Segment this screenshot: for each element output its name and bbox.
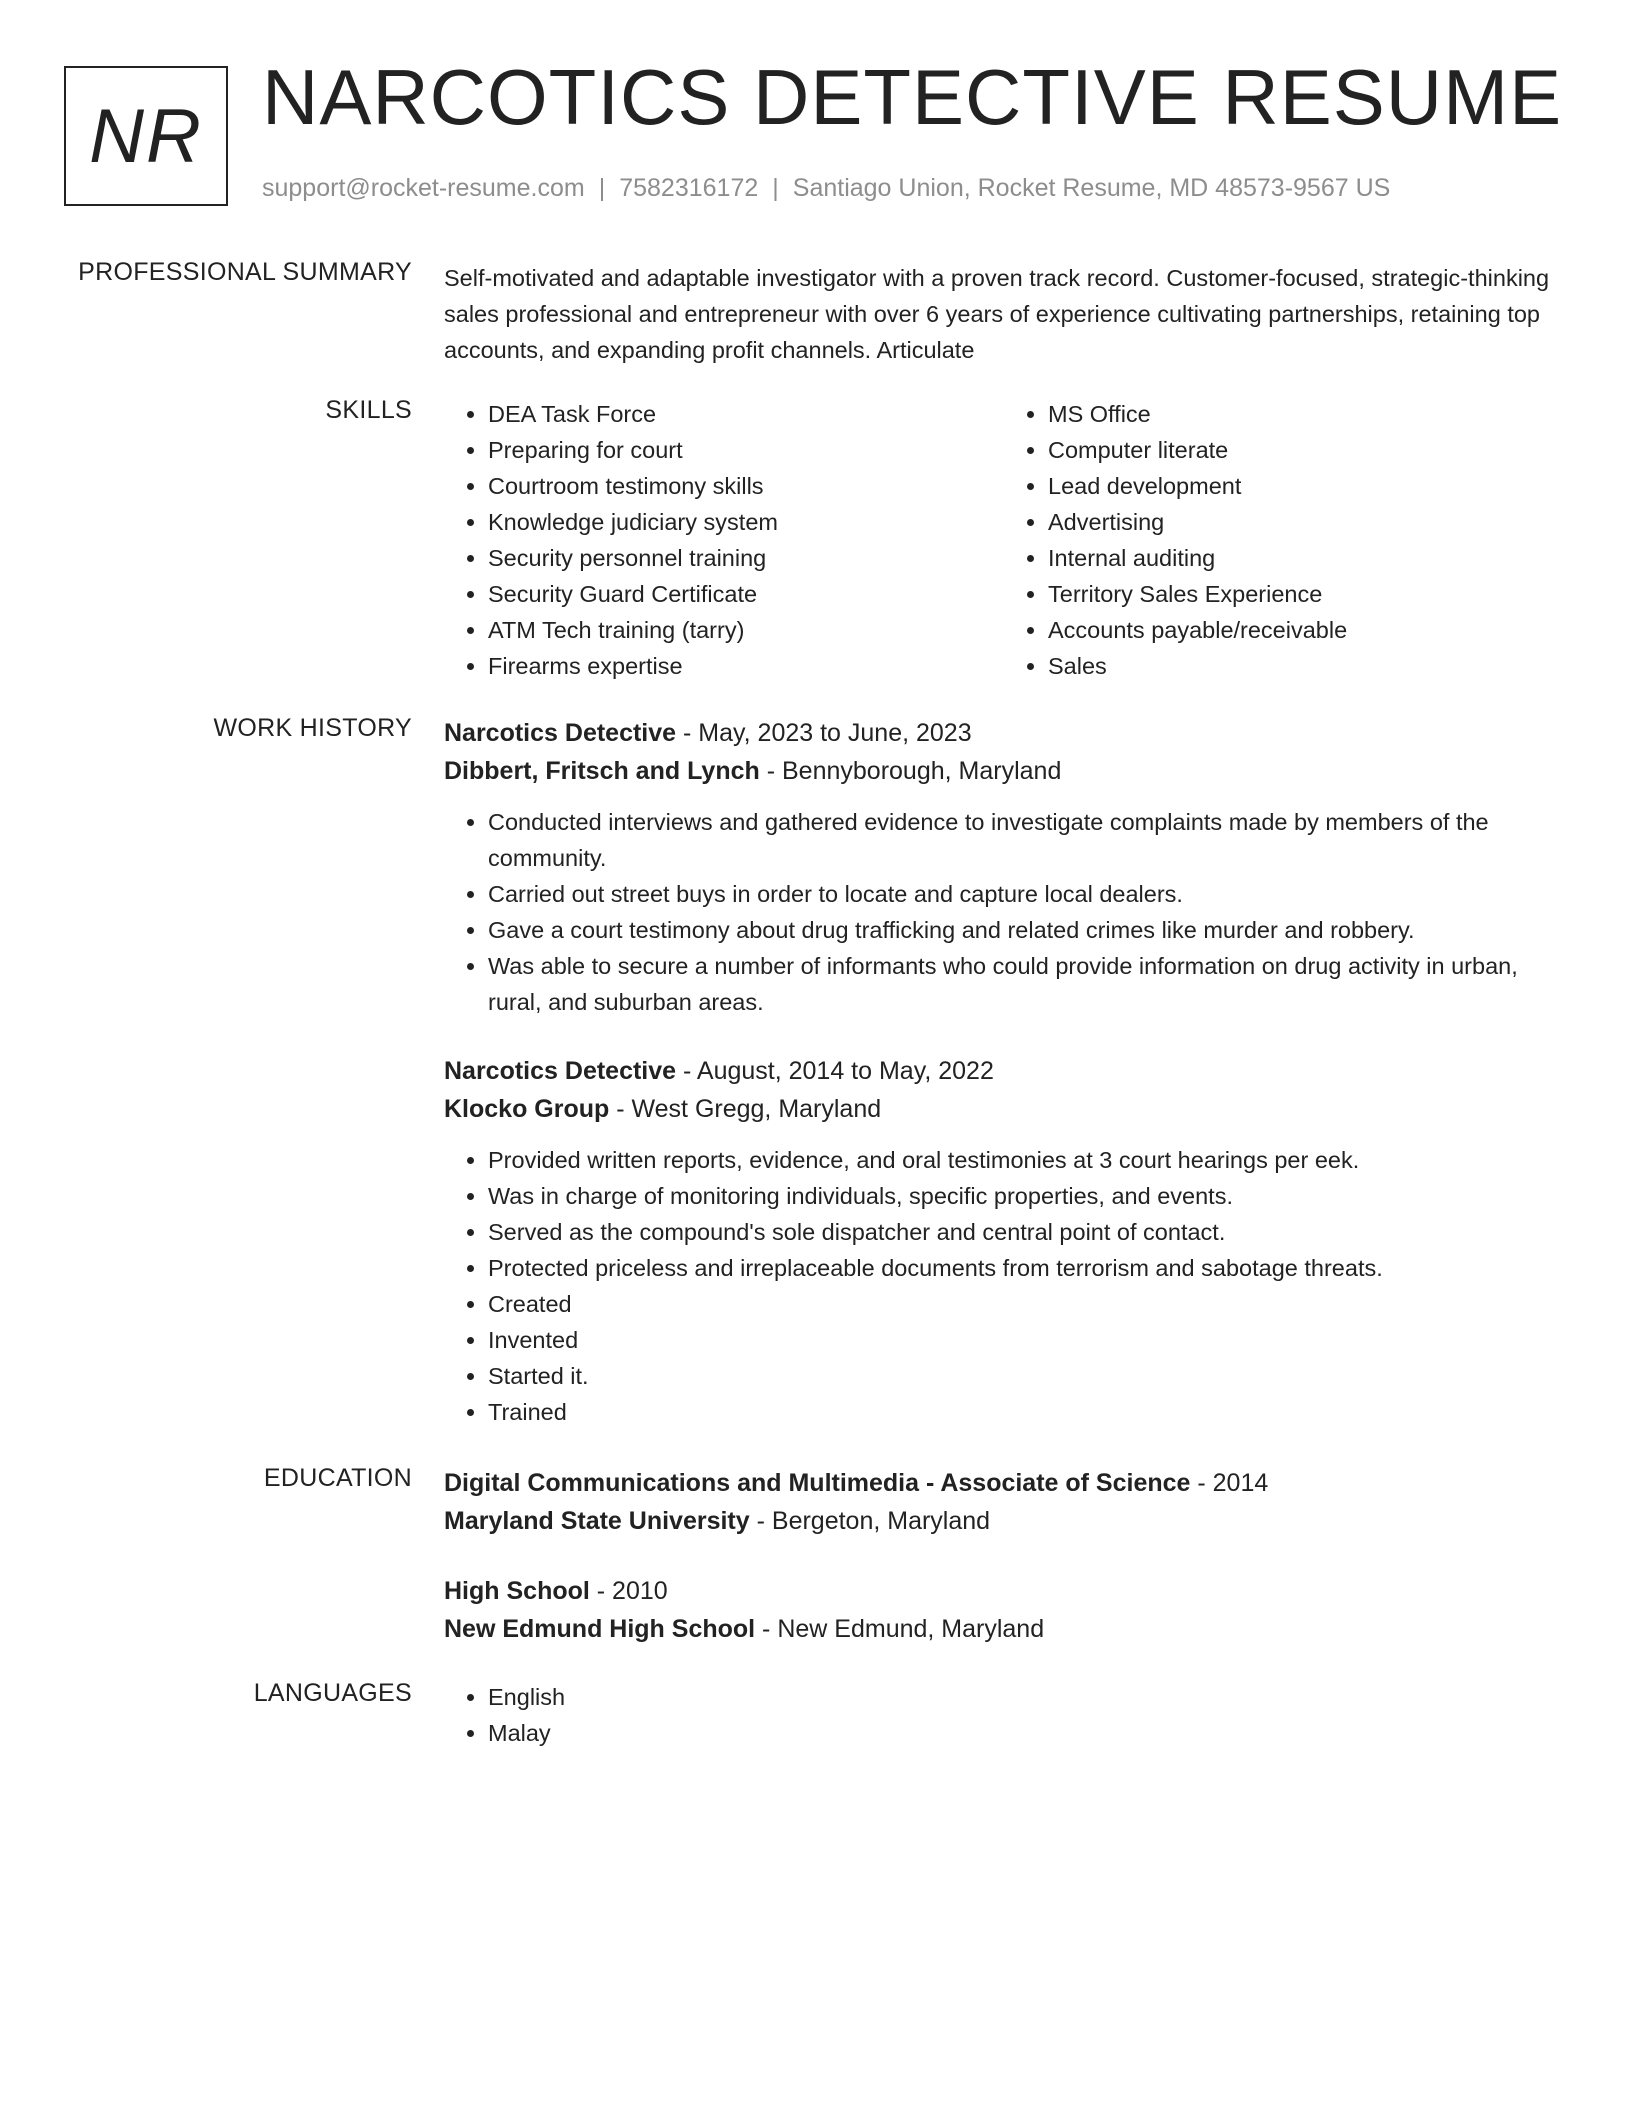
job-bullet: • Trained: [488, 1394, 1564, 1430]
skill-item: • Security personnel training: [488, 540, 1004, 576]
education-school: Maryland State University: [444, 1507, 750, 1535]
job-bullet: • Conducted interviews and gathered evidence to investigate complaints made by members of the community.: [488, 804, 1564, 876]
skill-item: • Internal auditing: [1048, 540, 1564, 576]
skill-item: • Firearms expertise: [488, 648, 1004, 684]
job-title: Narcotics Detective: [444, 719, 677, 747]
job-title: Narcotics Detective: [444, 1057, 677, 1085]
languages-list: [444, 1679, 1564, 1751]
summary-text: Self-motivated and adaptable investigator with a proven track record. Customer-focused, strategic-thinking sales professional and entrepreneur with over 6 years of experience cultivating partnerships, retaining top accounts, and expanding profit channels. Articulate: [444, 265, 1550, 363]
contact-address: Santiago Union, Rocket Resume, MD 48573-9567 US: [792, 174, 1391, 202]
education-entry: [444, 1572, 1564, 1648]
job-title-line: [444, 714, 1564, 752]
skills-columns: [444, 396, 1564, 684]
education-school-line: [444, 1502, 1564, 1540]
education-degree-line: [444, 1464, 1564, 1502]
job-bullet: • Gave a court testimony about drug trafficking and related crimes like murder and robbery.: [488, 912, 1564, 948]
job-bullet: • Was in charge of monitoring individuals, specific properties, and events.: [488, 1178, 1564, 1214]
skills-list-left: [444, 396, 1004, 684]
contact-separator: |: [772, 174, 779, 202]
contact-separator: |: [598, 174, 606, 202]
job-bullet: • Provided written reports, evidence, and oral testimonies at 3 court hearings per eek.: [488, 1142, 1564, 1178]
skill-item: • Security Guard Certificate: [488, 576, 1004, 612]
job-company-line: [444, 752, 1564, 790]
skill-item: • Lead development: [1048, 468, 1564, 504]
contact-line: [262, 174, 1390, 203]
section-label-skills: SKILLS: [325, 396, 412, 424]
section-label-languages: LANGUAGES: [253, 1679, 412, 1707]
skill-item: • DEA Task Force: [488, 396, 1004, 432]
education-content: [444, 1464, 1564, 1648]
job-bullet: • Was able to secure a number of informants who could provide information on drug activity in urban, rural, and suburban areas.: [488, 948, 1564, 1020]
education-year: - 2010: [589, 1577, 668, 1605]
skill-item: • Accounts payable/receivable: [1048, 612, 1564, 648]
education-school: New Edmund High School: [444, 1615, 756, 1643]
section-label-education: EDUCATION: [263, 1464, 412, 1492]
skill-item: • Preparing for court: [488, 432, 1004, 468]
job-bullet: • Invented: [488, 1322, 1564, 1358]
education-location: - New Edmund, Maryland: [755, 1615, 1045, 1643]
skill-item: • Courtroom testimony skills: [488, 468, 1004, 504]
skill-item: • Advertising: [1048, 504, 1564, 540]
education-degree: Digital Communications and Multimedia - Associate of Science: [444, 1469, 1191, 1497]
contact-email[interactable]: support@rocket-resume.com: [262, 174, 585, 202]
job-bullets: [444, 804, 1564, 1020]
skill-item: • Computer literate: [1048, 432, 1564, 468]
job-bullet: • Started it.: [488, 1358, 1564, 1394]
skills-list-right: [1004, 396, 1564, 684]
skill-item: • MS Office: [1048, 396, 1564, 432]
job-bullets: [444, 1142, 1564, 1430]
language-item: • Malay: [488, 1715, 1564, 1751]
languages-content: [444, 1679, 1564, 1751]
education-school-line: [444, 1610, 1564, 1648]
contact-phone[interactable]: 7582316172: [619, 174, 759, 202]
job-company: Klocko Group: [444, 1095, 610, 1123]
job-entry: [444, 714, 1564, 1020]
monogram-box: [64, 66, 228, 206]
monogram-initials: NR: [89, 93, 203, 179]
job-bullet: • Protected priceless and irreplaceable documents from terrorism and sabotage threats.: [488, 1250, 1564, 1286]
job-bullet: • Carried out street buys in order to locate and capture local dealers.: [488, 876, 1564, 912]
job-title-line: [444, 1052, 1564, 1090]
job-company: Dibbert, Fritsch and Lynch: [444, 757, 760, 785]
job-location: - West Gregg, Maryland: [609, 1095, 882, 1123]
education-degree: High School: [444, 1577, 590, 1605]
job-dates: - August, 2014 to May, 2022: [676, 1057, 994, 1085]
education-entry: [444, 1464, 1564, 1540]
job-dates: - May, 2023 to June, 2023: [676, 719, 972, 747]
job-bullet: • Created: [488, 1286, 1564, 1322]
job-entry: [444, 1052, 1564, 1430]
skill-item: • Territory Sales Experience: [1048, 576, 1564, 612]
job-location: - Bennyborough, Maryland: [759, 757, 1062, 785]
education-location: - Bergeton, Maryland: [749, 1507, 991, 1535]
education-year: - 2014: [1190, 1469, 1269, 1497]
language-item: • English: [488, 1679, 1564, 1715]
section-label-summary: PROFESSIONAL SUMMARY: [78, 258, 412, 286]
section-label-work-history: WORK HISTORY: [213, 714, 412, 742]
work-history-content: [444, 714, 1564, 1430]
resume-title: NARCOTICS DETECTIVE RESUME: [262, 53, 1563, 141]
skill-item: • ATM Tech training (tarry): [488, 612, 1004, 648]
skill-item: • Knowledge judiciary system: [488, 504, 1004, 540]
job-company-line: [444, 1090, 1564, 1128]
job-bullet: • Served as the compound's sole dispatcher and central point of contact.: [488, 1214, 1564, 1250]
education-degree-line: [444, 1572, 1564, 1610]
skill-item: • Sales: [1048, 648, 1564, 684]
